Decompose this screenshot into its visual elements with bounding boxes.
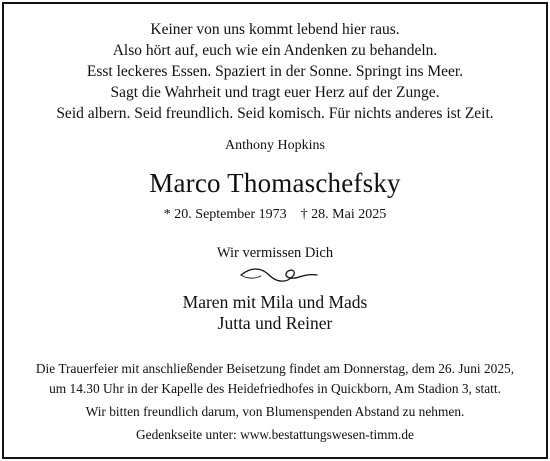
obituary-notice <box>2 2 548 459</box>
birth-date: * 20. September 1973 <box>163 207 287 222</box>
farewell-text: Wir vermissen Dich <box>216 245 334 261</box>
life-dates <box>4 207 546 223</box>
poem-line-1: Keiner von uns kommt lebend hier raus. <box>150 21 400 38</box>
death-date: † 28. Mai 2025 <box>300 207 387 222</box>
poem-line-4: Sagt die Wahrheit und tragt euer Herz auf der Zunge. <box>110 84 440 101</box>
poem-line-2: Also hört auf, euch wie ein Andenken zu behandeln. <box>112 42 438 59</box>
poem-author: Anthony Hopkins <box>225 138 325 153</box>
memorial-page: Gedenkseite unter: www.bestattungswesen-timm.de <box>135 427 415 442</box>
poem-line-5: Seid albern. Seid freundlich. Seid komisch. Für nichts anderes ist Zeit. <box>56 105 494 122</box>
flowers-note: Wir bitten freundlich darum, von Blumenspenden Abstand zu nehmen. <box>85 404 465 419</box>
ceremony-line-2: um 14.30 Uhr in der Kapelle des Heidefriedhofes in Quickborn, Am Stadion 3, statt. <box>49 381 501 396</box>
mourner-line-2: Jutta und Reiner <box>217 313 333 333</box>
mourner-line-1: Maren mit Mila und Mads <box>182 292 368 312</box>
flourish-ornament-icon <box>239 268 319 282</box>
ceremony-line-1: Die Trauerfeier mit anschließender Beisetzung findet am Donnerstag, dem 26. Juni 2025, <box>35 361 515 376</box>
deceased-name: Marco Thomaschefsky <box>149 168 401 198</box>
poem-line-3: Esst leckeres Essen. Spaziert in der Sonne. Springt ins Meer. <box>86 63 464 80</box>
